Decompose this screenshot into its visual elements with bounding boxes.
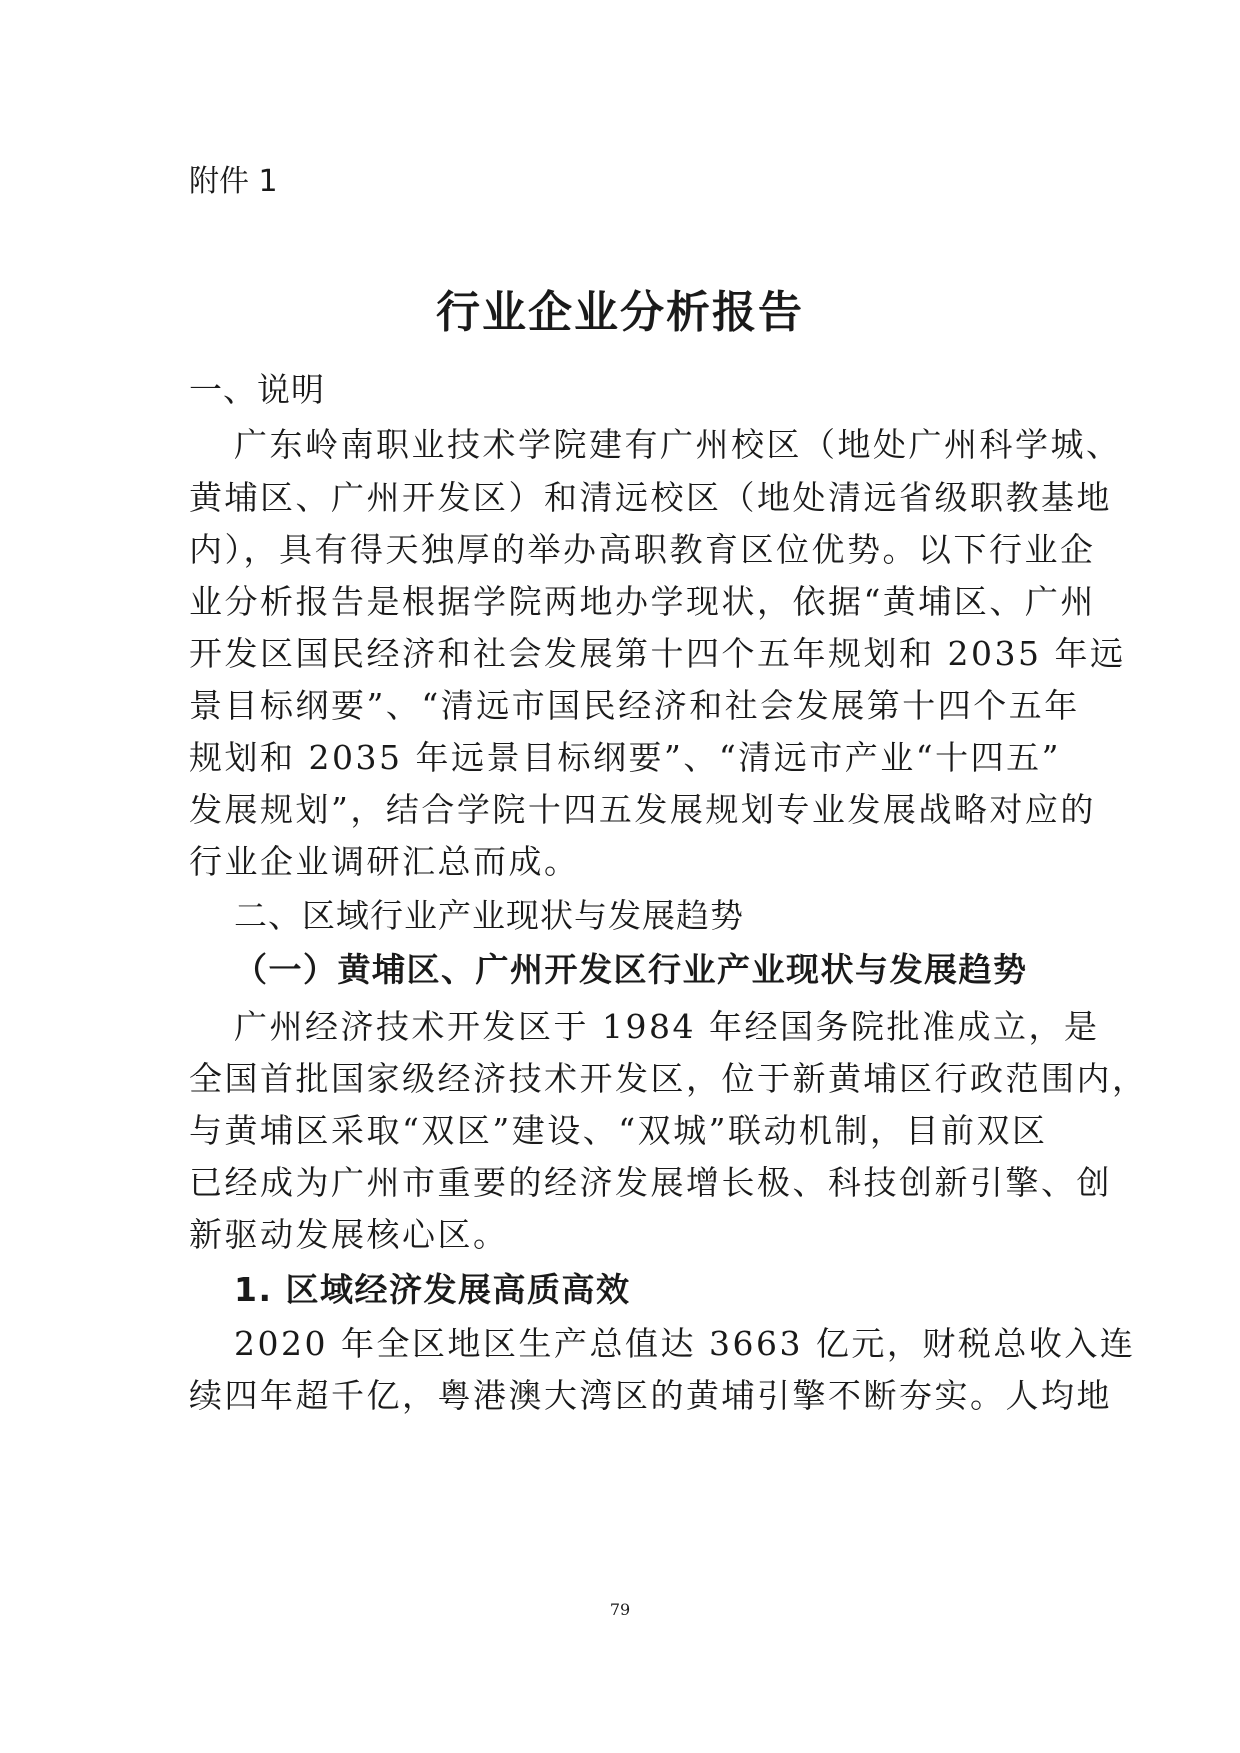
paragraph-line: 景目标纲要”、“清远市国民经济和社会发展第十四个五年 bbox=[189, 686, 1080, 725]
paragraph-line: 2020 年全区地区生产总值达 3663 亿元，财税总收入连 bbox=[234, 1324, 1136, 1363]
paragraph-line: 全国首批国家级经济技术开发区，位于新黄埔区行政范围内， bbox=[189, 1059, 1148, 1098]
paragraph-line: 业分析报告是根据学院两地办学现状，依据“黄埔区、广州 bbox=[189, 582, 1096, 621]
subsection-heading: （一）黄埔区、广州开发区行业产业现状与发展趋势 bbox=[234, 950, 1028, 989]
section-2-heading: 二、区域行业产业现状与发展趋势 bbox=[234, 896, 744, 935]
paragraph-line: 开发区国民经济和社会发展第十四个五年规划和 2035 年远 bbox=[189, 634, 1126, 673]
section-1-heading: 一、说明 bbox=[189, 370, 325, 409]
page-number: 79 bbox=[609, 1600, 631, 1619]
paragraph-line: 与黄埔区采取“双区”建设、“双城”联动机制，目前双区 bbox=[189, 1111, 1048, 1150]
report-title: 行业企业分析报告 bbox=[436, 287, 804, 338]
attachment-label: 附件 1 bbox=[189, 164, 278, 199]
paragraph-line: 发展规划”，结合学院十四五发展规划专业发展战略对应的 bbox=[189, 790, 1096, 829]
item-1-heading: 1. 区域经济发展高质高效 bbox=[234, 1270, 631, 1309]
paragraph-line: 广东岭南职业技术学院建有广州校区（地处广州科学城、 bbox=[234, 425, 1122, 464]
paragraph-line: 内），具有得天独厚的举办高职教育区位优势。以下行业企 bbox=[189, 530, 1096, 569]
paragraph-line: 黄埔区、广州开发区）和清远校区（地处清远省级职教基地 bbox=[189, 478, 1112, 517]
paragraph-line: 规划和 2035 年远景目标纲要”、“清远市产业“十四五” bbox=[189, 738, 1061, 777]
paragraph-line: 行业企业调研汇总而成。 bbox=[189, 842, 580, 881]
paragraph-line: 续四年超千亿，粤港澳大湾区的黄埔引擎不断夯实。人均地 bbox=[189, 1376, 1112, 1415]
paragraph-line: 新驱动发展核心区。 bbox=[189, 1215, 509, 1254]
paragraph-line: 已经成为广州市重要的经济发展增长极、科技创新引擎、创 bbox=[189, 1163, 1112, 1202]
paragraph-line: 广州经济技术开发区于 1984 年经国务院批准成立，是 bbox=[234, 1007, 1100, 1046]
